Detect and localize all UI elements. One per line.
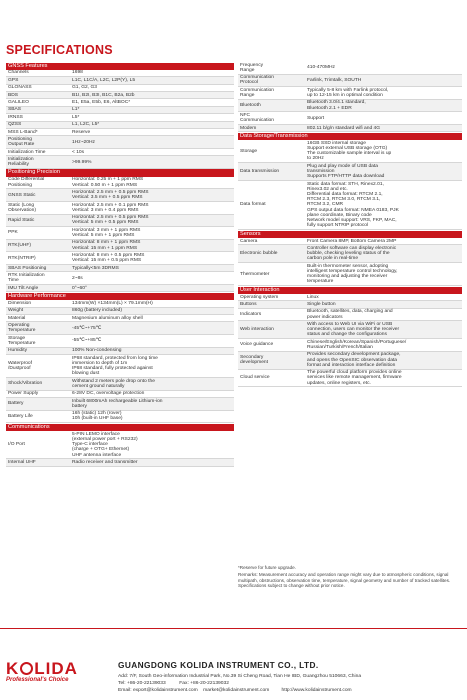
spec-label: Frequency Range [240, 62, 264, 73]
spec-value: IP68 standard, protected from long time immersion to depth of 1m IP68 standard, fully protected against blowing dust [72, 355, 158, 377]
spec-value: 860g (battery included) [72, 308, 123, 314]
spec-label: QZSS [8, 122, 22, 128]
spec-value: 16GB SSD internal storage Support external USB storage (OTG) The customizable sample interval is up to 20Hz [307, 140, 392, 162]
spec-value: Withstand 2 meters pole drop onto the cement ground naturally [72, 378, 155, 389]
logo-tagline: Professional's Choice [6, 677, 69, 683]
spec-row [6, 189, 234, 202]
spec-row [238, 125, 462, 132]
section-header: Hardware Performance [6, 293, 234, 300]
spec-row [238, 163, 462, 181]
spec-label: Data format [240, 202, 266, 208]
spec-label: RTK(UHF) [8, 243, 32, 249]
spec-value: G1, G2, G3 [72, 85, 98, 91]
spec-row [6, 202, 234, 215]
spec-value: 6-28V DC, overvoltage protection [72, 391, 145, 397]
spec-label: Channels [8, 70, 29, 76]
spec-row [238, 140, 462, 163]
spec-row [6, 348, 234, 355]
spec-value: Plug and play mode of USB data transmission Supports FTP/HTTP data download [307, 163, 385, 180]
spec-value: >99.99% [72, 159, 92, 165]
spec-value: Typically 5-8 km with Farlink protocol, up to 12-15 km in optimal condition [307, 87, 389, 98]
spec-value: 134mm(W) ×134mm(L) × 79.1mm(H) [72, 300, 153, 306]
spec-label: Positioning Output Rate [8, 137, 35, 148]
spec-row [6, 411, 234, 424]
spec-label: Material [8, 315, 26, 321]
spec-label: Code Differential Positioning [8, 177, 45, 188]
spec-label: Humidity [8, 348, 28, 354]
spec-label: Battery [8, 401, 24, 407]
spec-label: IRNSS [8, 114, 23, 120]
kolida-logo: K LIDA [6, 659, 78, 678]
spec-row [6, 315, 234, 322]
section-header: Sensors [238, 231, 462, 238]
spec-row [6, 431, 234, 459]
top-blank-band [0, 0, 467, 20]
spec-value: With access to Web UI via WiFi or USB connection, users can monitor the receiver status and change the configurations [307, 322, 400, 338]
spec-row [6, 77, 234, 84]
spec-value: Chinese/English/Korean/Spanish/Portuguese/ Russian/Turkish/French/Italian [307, 339, 407, 350]
spec-label: SBAS Positioning [8, 265, 47, 271]
spec-label: Initialization Time [8, 149, 46, 155]
spec-row [238, 309, 462, 322]
spec-label: MSS L-Band* [8, 129, 38, 135]
spec-row [6, 227, 234, 240]
spec-row [238, 75, 462, 88]
spec-row [6, 240, 234, 253]
spec-row [238, 263, 462, 286]
spec-value: 410-470MHz [307, 65, 335, 71]
spec-value: Linux [307, 294, 319, 300]
spec-label: Data transmission [240, 169, 280, 175]
spec-value: Reserve [72, 129, 91, 135]
phone-fax-line: Tel: +86-20-22139033 Fax: +86-20-22139032 [118, 681, 229, 686]
spec-label: Storage [240, 148, 258, 154]
spec-row [238, 181, 462, 230]
spec-label: Storage Temperature [8, 335, 36, 346]
spec-label: RTK(NTRIP) [8, 255, 36, 261]
spec-value: 100% Non-condensing [72, 348, 122, 354]
reserve-note: *Reserve for future upgrade. [238, 565, 296, 570]
spec-label: GPS [8, 77, 19, 83]
spec-row [6, 85, 234, 92]
spec-value: Front Camera 8MP, Bottom Camera 2MP [307, 238, 397, 244]
spec-row [6, 308, 234, 315]
spec-row [6, 285, 234, 292]
spec-row [6, 156, 234, 169]
spec-label: Communication Range [240, 87, 274, 98]
spec-value: 802.11 b/g/n standard wifi and 4G [307, 125, 381, 131]
spec-row [6, 107, 234, 114]
spec-row [238, 301, 462, 308]
spec-value: 0°~60° [72, 285, 87, 291]
remarks-note: Remarks: Measurement accuracy and operation range might vary due to atmospheric conditions, signal multipath, obstructions, observation time, temperature, signal geometry and number of tracked satellites. Specifications subject to change without prior notice. [238, 572, 451, 589]
spec-row [6, 335, 234, 348]
spec-label: Buttons [240, 302, 257, 308]
spec-row [238, 100, 462, 113]
spec-label: Waterproof /Dustproof [8, 360, 33, 372]
spec-value: L1* [72, 107, 80, 113]
email-web-line: Email: export@kolidainstrument.com market@kolidainstrument.com http://www.kolidainstrument.com [118, 688, 352, 693]
spec-value: L1, L2C, L5* [72, 122, 100, 128]
spec-row [6, 459, 234, 466]
spec-label: Rapid Static [8, 217, 35, 223]
spec-row [6, 252, 234, 265]
spec-value: -55℃~+85℃ [72, 338, 102, 344]
spec-value: Controller software can display electronic bubble, checking leveling status of the carbon pole in real-time [307, 245, 397, 262]
spec-value: < 10s [72, 149, 85, 155]
spec-label: BDS [8, 92, 19, 98]
spec-row [6, 398, 234, 411]
spec-label: Static (Long Observation) [8, 202, 36, 213]
spec-value: 2~8s [72, 275, 83, 281]
spec-value: 1Hz~20Hz [72, 139, 95, 145]
spec-label: Weight [8, 308, 24, 314]
spec-row [6, 215, 234, 228]
spec-value: Single button [307, 302, 336, 308]
spec-label: Operating Temperature [8, 323, 36, 334]
spec-label: Communication Protocol [240, 75, 274, 86]
spec-label: Cloud service [240, 375, 270, 381]
spec-row [238, 245, 462, 263]
spec-label: Camera [240, 238, 258, 244]
spec-label: Internal UHF [8, 459, 36, 465]
spec-row [238, 339, 462, 352]
spec-label: Modem [240, 125, 257, 131]
spec-row [6, 272, 234, 285]
spec-value: 5-PIN LEMO interface (external power port + RS232) Type-C interface (charge + OTG+ Ethernet) UHF antenna interface [72, 431, 138, 458]
spec-row [6, 177, 234, 190]
spec-label: GALILEO [8, 100, 29, 106]
spec-value: E1, E5a, E5b, E6, AltBOC* [72, 100, 131, 106]
spec-row [238, 294, 462, 301]
spec-label: Indicators [240, 312, 262, 317]
spec-label: Bluetooth [240, 102, 261, 108]
spec-value: Static data format: STH, Rinex2.01, Rinex3.02 and etc. Differential data format: RTCM 2.1, RTCM 2.3, RTCM 3.0, RTCM 3.1, RTCM 3.2, CMR GPS output data format: NMEA 0183, PJK plane coordinate, Binary code Network model support: VRS, FKP, MAC, fully support NTRIP protocol [307, 181, 399, 229]
spec-row [6, 129, 234, 136]
spec-label: Voice guidance [240, 342, 274, 348]
spec-label: Web interaction [240, 327, 274, 333]
notes-block [238, 565, 462, 591]
spec-row [238, 112, 462, 125]
spec-value: Horizontal: 2.5 mm + 0.1 ppm RMS Vertical: 3 mm + 0.4 ppm RMS [72, 202, 149, 213]
spec-row [6, 122, 234, 129]
spec-row [238, 62, 462, 75]
spec-label: IMU Tilt Angle [8, 285, 39, 291]
spec-value: Horizontal: 8 mm + 0.5 ppm RMS Vertical: 15 mm + 0.5 ppm RMS [72, 253, 145, 264]
spec-value: Horizontal: 3 mm + 1 ppm RMS Vertical: 5 mm + 1 ppm RMS [72, 227, 141, 239]
spec-value: Horizontal: 8 mm + 1 ppm RMS Vertical: 15 mm + 1 ppm RMS [72, 240, 141, 251]
spec-row [238, 370, 462, 388]
contact-info [118, 673, 463, 694]
spec-row [238, 321, 462, 339]
spec-value: Horizontal: 2.5 mm + 0.5 ppm RMS Vertical: 5 mm + 0.5 ppm RMS [72, 215, 149, 226]
spec-row [6, 378, 234, 391]
spec-value: Built-in thermometer sensor, adopting intelligent temperature control technology, monitoring and adjusting the receiver temperature [307, 263, 398, 285]
company-name: GUANGDONG KOLIDA INSTRUMENT CO., LTD. [118, 660, 319, 670]
page-title: SPECIFICATIONS [6, 43, 113, 57]
spec-value: Support [307, 115, 325, 121]
spec-value: Horizontal: 2.5 mm + 0.5 ppm RMS Vertical: 3.5 mm + 0.5 ppm RMS [72, 190, 149, 201]
spec-label: Dimension [8, 300, 32, 306]
address-line: Add: 7/F, South Geo-information Industrial Park, No.39 Si Cheng Road, Tian He IBD, Guangzhou 510663, China [118, 674, 362, 679]
spec-label: Thermometer [240, 271, 270, 277]
spec-value: L1C, L1C/A, L2C, L2P(Y), L5 [72, 77, 136, 83]
left-spec-column [6, 62, 234, 467]
spec-row [6, 391, 234, 398]
spec-value: L5* [72, 114, 80, 120]
spec-row [238, 238, 462, 245]
spec-value: Bluetooth, satellites, data, charging and power indicators [307, 309, 393, 320]
spec-label: GNSS Static [8, 192, 36, 198]
spec-value: Bluetooth 3.0/4.1 standard, Bluetooth 2.1 + EDR [307, 100, 366, 111]
spec-row [6, 136, 234, 149]
spec-value: -45℃~+75℃ [72, 325, 102, 331]
spec-row [6, 99, 234, 106]
spec-label: I/O Port [8, 442, 25, 448]
spec-label: GLONASS [8, 85, 32, 91]
spec-row [6, 92, 234, 99]
spec-row [6, 300, 234, 307]
spec-value: Typically<5m 3DRMS [72, 265, 119, 271]
section-header: GNSS Features [6, 63, 234, 70]
spec-row [238, 352, 462, 370]
spec-label: SBAS [8, 107, 22, 113]
section-header: Communications [6, 424, 234, 431]
spec-label: Shock/Vibration [8, 381, 43, 387]
spec-label: Electronic bubble [240, 251, 278, 257]
spec-row [6, 265, 234, 272]
spec-value: B1I, B2I, B3I, B1C, B2a, B2b [72, 92, 135, 98]
spec-label: RTK Initialization Time [8, 273, 45, 284]
spec-value: 16h (static) 12h (rover) 10h (built-in UHF base) [72, 411, 123, 422]
spec-value: Farlink, Trimtalk, SOUTH [307, 77, 362, 83]
section-header: User Interaction [238, 287, 462, 294]
spec-label: Battery Life [8, 413, 33, 419]
spec-row [6, 355, 234, 378]
spec-value: Radio receiver and transmitter [72, 459, 138, 465]
right-spec-column [238, 62, 462, 387]
logo-o-ring-icon [20, 662, 33, 675]
spec-value: 1698 [72, 70, 83, 76]
spec-value: Provides secondary development package, and opens the OpenSIC observation data format and interaction interface definition [307, 352, 401, 368]
spec-label: Power Supply [8, 391, 39, 397]
spec-value: Magnesium aluminum alloy shell [72, 315, 143, 321]
spec-row [6, 322, 234, 335]
spec-label: Operating system [240, 294, 279, 300]
spec-row [6, 114, 234, 121]
section-header: Data Storage/Transmission [238, 133, 462, 140]
spec-row [6, 70, 234, 77]
spec-label: Initialization Reliability [8, 156, 34, 168]
spec-value: Inbuilt 6800mAh rechargeable Lithium-ion battery [72, 398, 163, 409]
section-header: Positioning Precision [6, 169, 234, 176]
spec-value: Horizontal: 0.25 m + 1 ppm RMS Vertical: 0.50 m + 1 ppm RMS [72, 177, 144, 188]
spec-row [6, 149, 234, 156]
spec-label: PPK [8, 230, 18, 236]
spec-label: NFC Communication [240, 112, 274, 124]
spec-label: Secondary development [240, 354, 269, 366]
spec-row [238, 87, 462, 100]
spec-value: The powerful cloud platform provides online services like remote management, firmware updates, online registers, etc. [307, 370, 402, 386]
